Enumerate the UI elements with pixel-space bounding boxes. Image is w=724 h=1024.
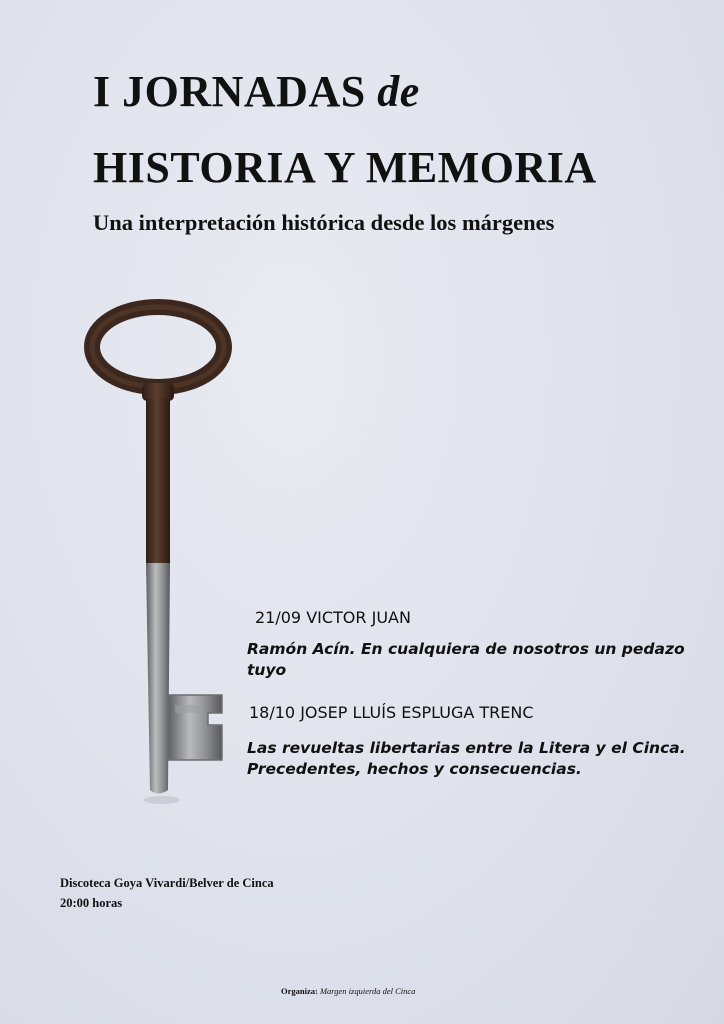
old-iron-key-icon [80, 295, 240, 805]
title-jornadas: I JORNADAS [93, 67, 366, 116]
title-de: de [377, 67, 420, 116]
talk-1-title-line: Ramón Acín. En cualquiera de nosotros un pedazo tuyo [247, 640, 685, 679]
organiza-label: Organiza: [281, 986, 318, 996]
talk-1-date-speaker: 21/09 VICTOR JUAN [255, 608, 411, 627]
venue-time: 20:00 horas [60, 896, 123, 910]
subtitle: Una interpretación histórica desde los márgenes [93, 210, 555, 235]
talk-2-date-speaker: 18/10 JOSEP LLUÍS ESPLUGA TRENC [249, 703, 534, 722]
venue-place: Discoteca Goya Vivardi/Belver de Cinca [60, 876, 274, 890]
title-line-2: HISTORIA Y MEMORIA [93, 143, 597, 192]
talk-1-title [247, 639, 724, 681]
talk-2-title-line-1: Las revueltas libertarias entre la Litera y el Cinca. [247, 739, 686, 757]
talk-2-title-line-2: Precedentes, hechos y consecuencias. [247, 760, 582, 778]
organizer-name: Margen izquierda del Cinca [319, 986, 416, 996]
talk-2-title [247, 738, 686, 780]
organizer-credit [281, 986, 415, 996]
title-line-1 [93, 66, 420, 117]
